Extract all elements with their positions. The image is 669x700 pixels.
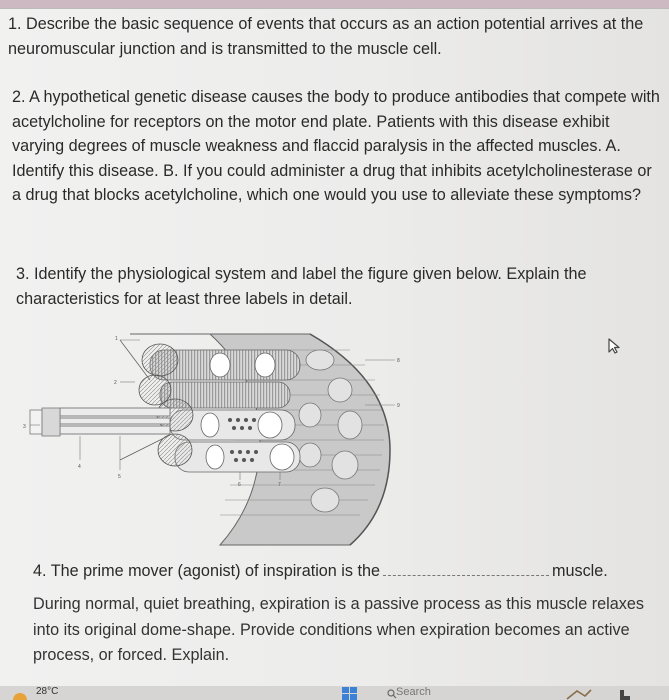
- question-4: [33, 559, 663, 584]
- question-3: 3. Identify the physiological system and label the figure given below. Explain the characteristics for at least three labels in detail.: [16, 265, 587, 308]
- question-4-suffix: muscle.: [552, 562, 608, 580]
- top-divider: [0, 8, 669, 9]
- question-2: 2. A hypothetical genetic disease causes the body to produce antibodies that compete with acetylcholine for receptors on the motor end plate. Patients with this disease exhibit varying degrees of muscle weakness and flaccid paralysis in the affected muscles. A. Identify this disease. B. If you could administer a drug that inhibits acetylcholinesterase or a drug that blocks acetylcholine, which one would you use to alleviate these symptoms?: [12, 88, 660, 204]
- figure-label-5: 5: [118, 474, 121, 480]
- weather-icon[interactable]: [12, 688, 28, 700]
- figure-label-3: 3: [23, 424, 26, 430]
- figure-label-9: 9: [397, 403, 400, 409]
- answer-blank: [383, 563, 549, 576]
- muscle-structure-figure: [20, 320, 420, 550]
- figure-label-4: 4: [78, 464, 81, 470]
- figure-label-1: 1: [115, 336, 118, 342]
- figure-label-6: 6: [238, 482, 241, 488]
- figure-label-8: 8: [397, 358, 400, 364]
- taskbar-search[interactable]: Search: [396, 686, 431, 698]
- temperature-readout[interactable]: 28°C: [36, 686, 59, 697]
- question-1: 1. Describe the basic sequence of events that occurs as an action potential arrives at the neuromuscular junction and is transmitted to the muscle cell.: [8, 15, 644, 58]
- top-bar: [0, 0, 669, 8]
- windows-start-icon[interactable]: [342, 687, 358, 700]
- cursor-icon: [606, 337, 624, 355]
- figure-label-7: 7: [278, 482, 281, 488]
- question-4-followup: During normal, quiet breathing, expiration is a passive process as this muscle relaxes into its original dome-shape. Provide conditions when expiration becomes an active process, or forced. Explain.: [33, 595, 644, 664]
- figure-label-2: 2: [114, 380, 117, 386]
- question-4-prefix: 4. The prime mover (agonist) of inspiration is the: [33, 562, 380, 580]
- taskbar-app-icon[interactable]: [565, 688, 593, 700]
- taskbar-app-icon-2[interactable]: [618, 688, 632, 700]
